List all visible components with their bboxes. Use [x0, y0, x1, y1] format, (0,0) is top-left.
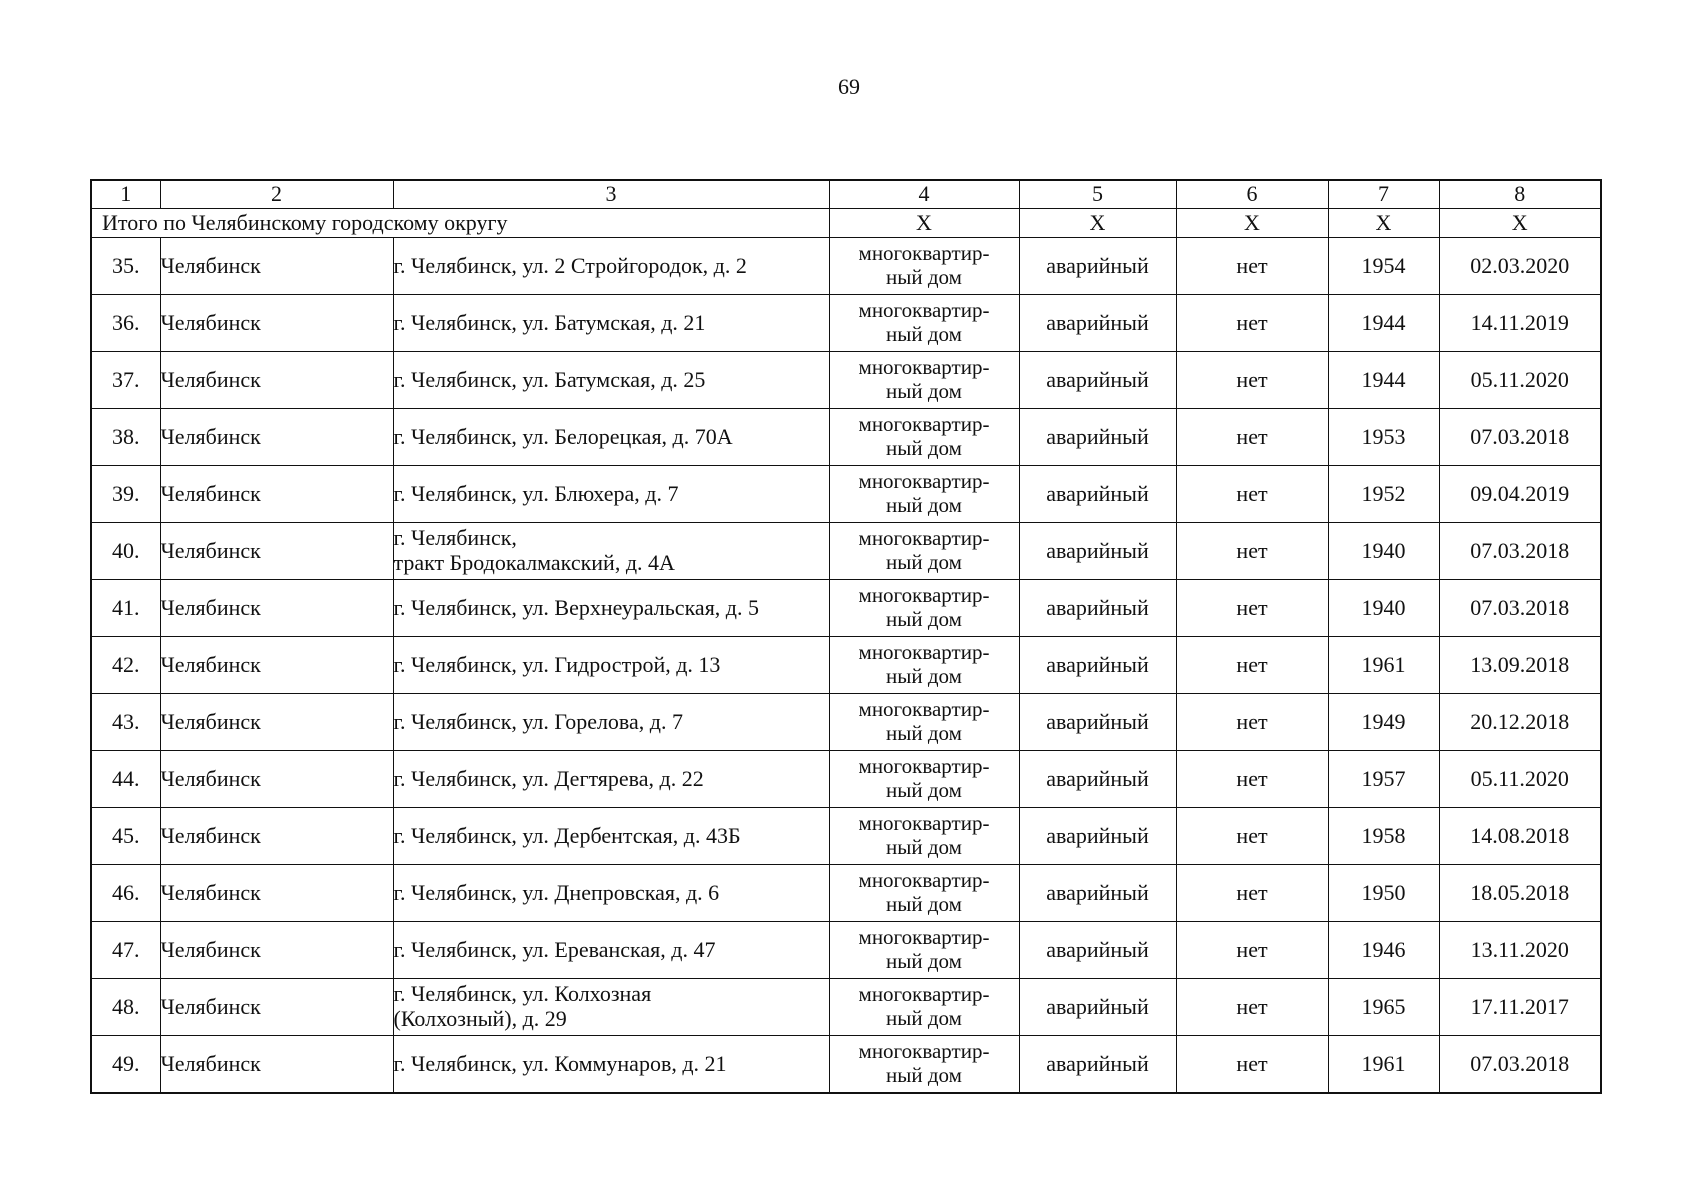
table-row [91, 409, 1601, 466]
row-address [393, 922, 829, 979]
row-date: 05.11.2020 [1439, 352, 1601, 409]
row-year: 1961 [1328, 637, 1439, 694]
row-city: Челябинск [160, 637, 393, 694]
building-type-line: многоквартир- [858, 868, 990, 893]
row-date: 14.08.2018 [1439, 808, 1601, 865]
row-date: 05.11.2020 [1439, 751, 1601, 808]
row-address [393, 637, 829, 694]
address-line: г. Челябинск, ул. Коммунаров, д. 21 [393, 1050, 727, 1076]
row-status: аварийный [1019, 352, 1176, 409]
row-building-type [829, 466, 1019, 523]
address-line: г. Челябинск, ул. Батумская, д. 25 [393, 366, 706, 392]
row-flag: нет [1176, 238, 1328, 295]
row-date: 07.03.2018 [1439, 523, 1601, 580]
table-row [91, 523, 1601, 580]
row-status: аварийный [1019, 523, 1176, 580]
table-row [91, 295, 1601, 352]
row-address [393, 409, 829, 466]
total-value: Х [829, 209, 1019, 238]
row-status: аварийный [1019, 1036, 1176, 1094]
total-label: Итого по Челябинскому городскому округу [91, 209, 829, 238]
row-year: 1944 [1328, 295, 1439, 352]
building-type-line: ный дом [886, 1006, 962, 1030]
row-status: аварийный [1019, 979, 1176, 1036]
row-status: аварийный [1019, 466, 1176, 523]
row-city: Челябинск [160, 979, 393, 1036]
housing-registry-table [90, 179, 1602, 1094]
building-type-line: ный дом [886, 493, 962, 517]
building-type-line: многоквартир- [858, 355, 990, 380]
column-header: 4 [829, 180, 1019, 209]
row-building-type [829, 979, 1019, 1036]
address-line: тракт Бродокалмакский, д. 4А [393, 550, 675, 575]
row-number: 41. [91, 580, 160, 637]
building-type-line: многоквартир- [858, 412, 990, 437]
column-header: 1 [91, 180, 160, 209]
row-building-type [829, 637, 1019, 694]
row-flag: нет [1176, 979, 1328, 1036]
row-flag: нет [1176, 922, 1328, 979]
address-line: г. Челябинск, ул. Дегтярева, д. 22 [393, 765, 704, 791]
row-city: Челябинск [160, 523, 393, 580]
building-type-line: ный дом [886, 436, 962, 460]
row-year: 1940 [1328, 523, 1439, 580]
column-header: 2 [160, 180, 393, 209]
row-year: 1949 [1328, 694, 1439, 751]
row-city: Челябинск [160, 922, 393, 979]
table-row [91, 922, 1601, 979]
address-line: г. Челябинск, ул. Колхозная [393, 981, 652, 1007]
column-header: 8 [1439, 180, 1601, 209]
row-flag: нет [1176, 523, 1328, 580]
row-number: 49. [91, 1036, 160, 1094]
row-year: 1952 [1328, 466, 1439, 523]
table-row [91, 580, 1601, 637]
row-address [393, 295, 829, 352]
table-row [91, 238, 1601, 295]
row-address [393, 979, 829, 1036]
address-line: г. Челябинск, ул. Батумская, д. 21 [393, 309, 706, 335]
column-header: 5 [1019, 180, 1176, 209]
building-type-line: многоквартир- [858, 583, 990, 608]
row-flag: нет [1176, 409, 1328, 466]
row-year: 1946 [1328, 922, 1439, 979]
row-date: 13.09.2018 [1439, 637, 1601, 694]
building-type-line: ный дом [886, 379, 962, 403]
building-type-line: ный дом [886, 949, 962, 973]
row-status: аварийный [1019, 865, 1176, 922]
total-value: Х [1019, 209, 1176, 238]
row-date: 17.11.2017 [1439, 979, 1601, 1036]
row-flag: нет [1176, 751, 1328, 808]
row-number: 48. [91, 979, 160, 1036]
row-city: Челябинск [160, 466, 393, 523]
row-address [393, 694, 829, 751]
page-number: 69 [838, 74, 860, 99]
row-year: 1944 [1328, 352, 1439, 409]
column-number-row [91, 180, 1601, 209]
row-city: Челябинск [160, 751, 393, 808]
total-row [91, 209, 1601, 238]
row-building-type [829, 808, 1019, 865]
row-address [393, 751, 829, 808]
building-type-line: ный дом [886, 607, 962, 631]
table-row [91, 694, 1601, 751]
total-value: Х [1328, 209, 1439, 238]
row-number: 44. [91, 751, 160, 808]
row-year: 1953 [1328, 409, 1439, 466]
row-building-type [829, 694, 1019, 751]
row-city: Челябинск [160, 865, 393, 922]
total-value: Х [1439, 209, 1601, 238]
address-line: г. Челябинск, ул. Белорецкая, д. 70А [393, 423, 733, 449]
address-line: г. Челябинск, ул. Гидрострой, д. 13 [393, 651, 721, 677]
table-row [91, 808, 1601, 865]
row-building-type [829, 409, 1019, 466]
row-city: Челябинск [160, 808, 393, 865]
table-row [91, 352, 1601, 409]
building-type-line: ный дом [886, 322, 962, 346]
row-city: Челябинск [160, 580, 393, 637]
row-number: 36. [91, 295, 160, 352]
row-status: аварийный [1019, 751, 1176, 808]
row-year: 1950 [1328, 865, 1439, 922]
building-type-line: многоквартир- [858, 298, 990, 323]
address-line: г. Челябинск, ул. Горелова, д. 7 [393, 708, 683, 734]
column-header: 7 [1328, 180, 1439, 209]
row-status: аварийный [1019, 694, 1176, 751]
row-address [393, 523, 829, 580]
row-building-type [829, 523, 1019, 580]
building-type-line: многоквартир- [858, 469, 990, 494]
row-date: 20.12.2018 [1439, 694, 1601, 751]
row-building-type [829, 238, 1019, 295]
address-line: г. Челябинск, ул. Верхнеуральская, д. 5 [393, 594, 760, 620]
address-line: г. Челябинск, ул. Днепровская, д. 6 [393, 879, 720, 905]
row-building-type [829, 352, 1019, 409]
row-status: аварийный [1019, 922, 1176, 979]
building-type-line: ный дом [886, 1063, 962, 1087]
row-number: 47. [91, 922, 160, 979]
row-flag: нет [1176, 352, 1328, 409]
row-flag: нет [1176, 808, 1328, 865]
row-date: 13.11.2020 [1439, 922, 1601, 979]
row-status: аварийный [1019, 238, 1176, 295]
total-value: Х [1176, 209, 1328, 238]
row-building-type [829, 580, 1019, 637]
row-address [393, 238, 829, 295]
row-date: 14.11.2019 [1439, 295, 1601, 352]
building-type-line: многоквартир- [858, 982, 990, 1007]
building-type-line: многоквартир- [858, 1039, 990, 1064]
building-type-line: ный дом [886, 721, 962, 745]
row-city: Челябинск [160, 295, 393, 352]
row-building-type [829, 865, 1019, 922]
row-status: аварийный [1019, 637, 1176, 694]
row-status: аварийный [1019, 808, 1176, 865]
column-header: 6 [1176, 180, 1328, 209]
building-type-line: многоквартир- [858, 754, 990, 779]
building-type-line: ный дом [886, 265, 962, 289]
building-type-line: многоквартир- [858, 241, 990, 266]
row-status: аварийный [1019, 580, 1176, 637]
row-building-type [829, 922, 1019, 979]
column-header: 3 [393, 180, 829, 209]
row-year: 1965 [1328, 979, 1439, 1036]
row-date: 02.03.2020 [1439, 238, 1601, 295]
row-address [393, 865, 829, 922]
row-year: 1957 [1328, 751, 1439, 808]
row-date: 18.05.2018 [1439, 865, 1601, 922]
table-row [91, 1036, 1601, 1094]
row-flag: нет [1176, 694, 1328, 751]
address-line: (Колхозный), д. 29 [393, 1006, 567, 1031]
address-line: г. Челябинск, [393, 525, 517, 551]
row-date: 07.03.2018 [1439, 409, 1601, 466]
building-type-line: ный дом [886, 835, 962, 859]
row-city: Челябинск [160, 238, 393, 295]
row-number: 46. [91, 865, 160, 922]
row-number: 43. [91, 694, 160, 751]
row-address [393, 466, 829, 523]
row-building-type [829, 751, 1019, 808]
table-row [91, 751, 1601, 808]
row-number: 37. [91, 352, 160, 409]
row-address [393, 352, 829, 409]
building-type-line: ный дом [886, 892, 962, 916]
building-type-line: ный дом [886, 778, 962, 802]
table-row [91, 865, 1601, 922]
building-type-line: ный дом [886, 664, 962, 688]
address-line: г. Челябинск, ул. Дербентская, д. 43Б [393, 822, 741, 848]
row-status: аварийный [1019, 409, 1176, 466]
row-flag: нет [1176, 637, 1328, 694]
row-year: 1940 [1328, 580, 1439, 637]
building-type-line: многоквартир- [858, 925, 990, 950]
row-status: аварийный [1019, 295, 1176, 352]
building-type-line: ный дом [886, 550, 962, 574]
building-type-line: многоквартир- [858, 640, 990, 665]
address-line: г. Челябинск, ул. Ереванская, д. 47 [393, 936, 716, 962]
row-number: 38. [91, 409, 160, 466]
row-flag: нет [1176, 580, 1328, 637]
row-city: Челябинск [160, 694, 393, 751]
row-city: Челябинск [160, 352, 393, 409]
table-row [91, 637, 1601, 694]
building-type-line: многоквартир- [858, 526, 990, 551]
row-number: 45. [91, 808, 160, 865]
row-date: 07.03.2018 [1439, 580, 1601, 637]
row-building-type [829, 1036, 1019, 1094]
row-city: Челябинск [160, 1036, 393, 1094]
address-line: г. Челябинск, ул. Блюхера, д. 7 [393, 480, 679, 506]
row-year: 1958 [1328, 808, 1439, 865]
table-row [91, 979, 1601, 1036]
row-flag: нет [1176, 1036, 1328, 1094]
row-date: 09.04.2019 [1439, 466, 1601, 523]
row-address [393, 808, 829, 865]
row-address [393, 580, 829, 637]
row-flag: нет [1176, 466, 1328, 523]
row-date: 07.03.2018 [1439, 1036, 1601, 1094]
row-flag: нет [1176, 295, 1328, 352]
row-building-type [829, 295, 1019, 352]
row-flag: нет [1176, 865, 1328, 922]
building-type-line: многоквартир- [858, 697, 990, 722]
table-body [91, 180, 1601, 1093]
row-number: 42. [91, 637, 160, 694]
row-address [393, 1036, 829, 1094]
row-year: 1954 [1328, 238, 1439, 295]
building-type-line: многоквартир- [858, 811, 990, 836]
row-year: 1961 [1328, 1036, 1439, 1094]
row-city: Челябинск [160, 409, 393, 466]
row-number: 35. [91, 238, 160, 295]
row-number: 39. [91, 466, 160, 523]
row-number: 40. [91, 523, 160, 580]
table-row [91, 466, 1601, 523]
address-line: г. Челябинск, ул. 2 Стройгородок, д. 2 [393, 252, 747, 278]
